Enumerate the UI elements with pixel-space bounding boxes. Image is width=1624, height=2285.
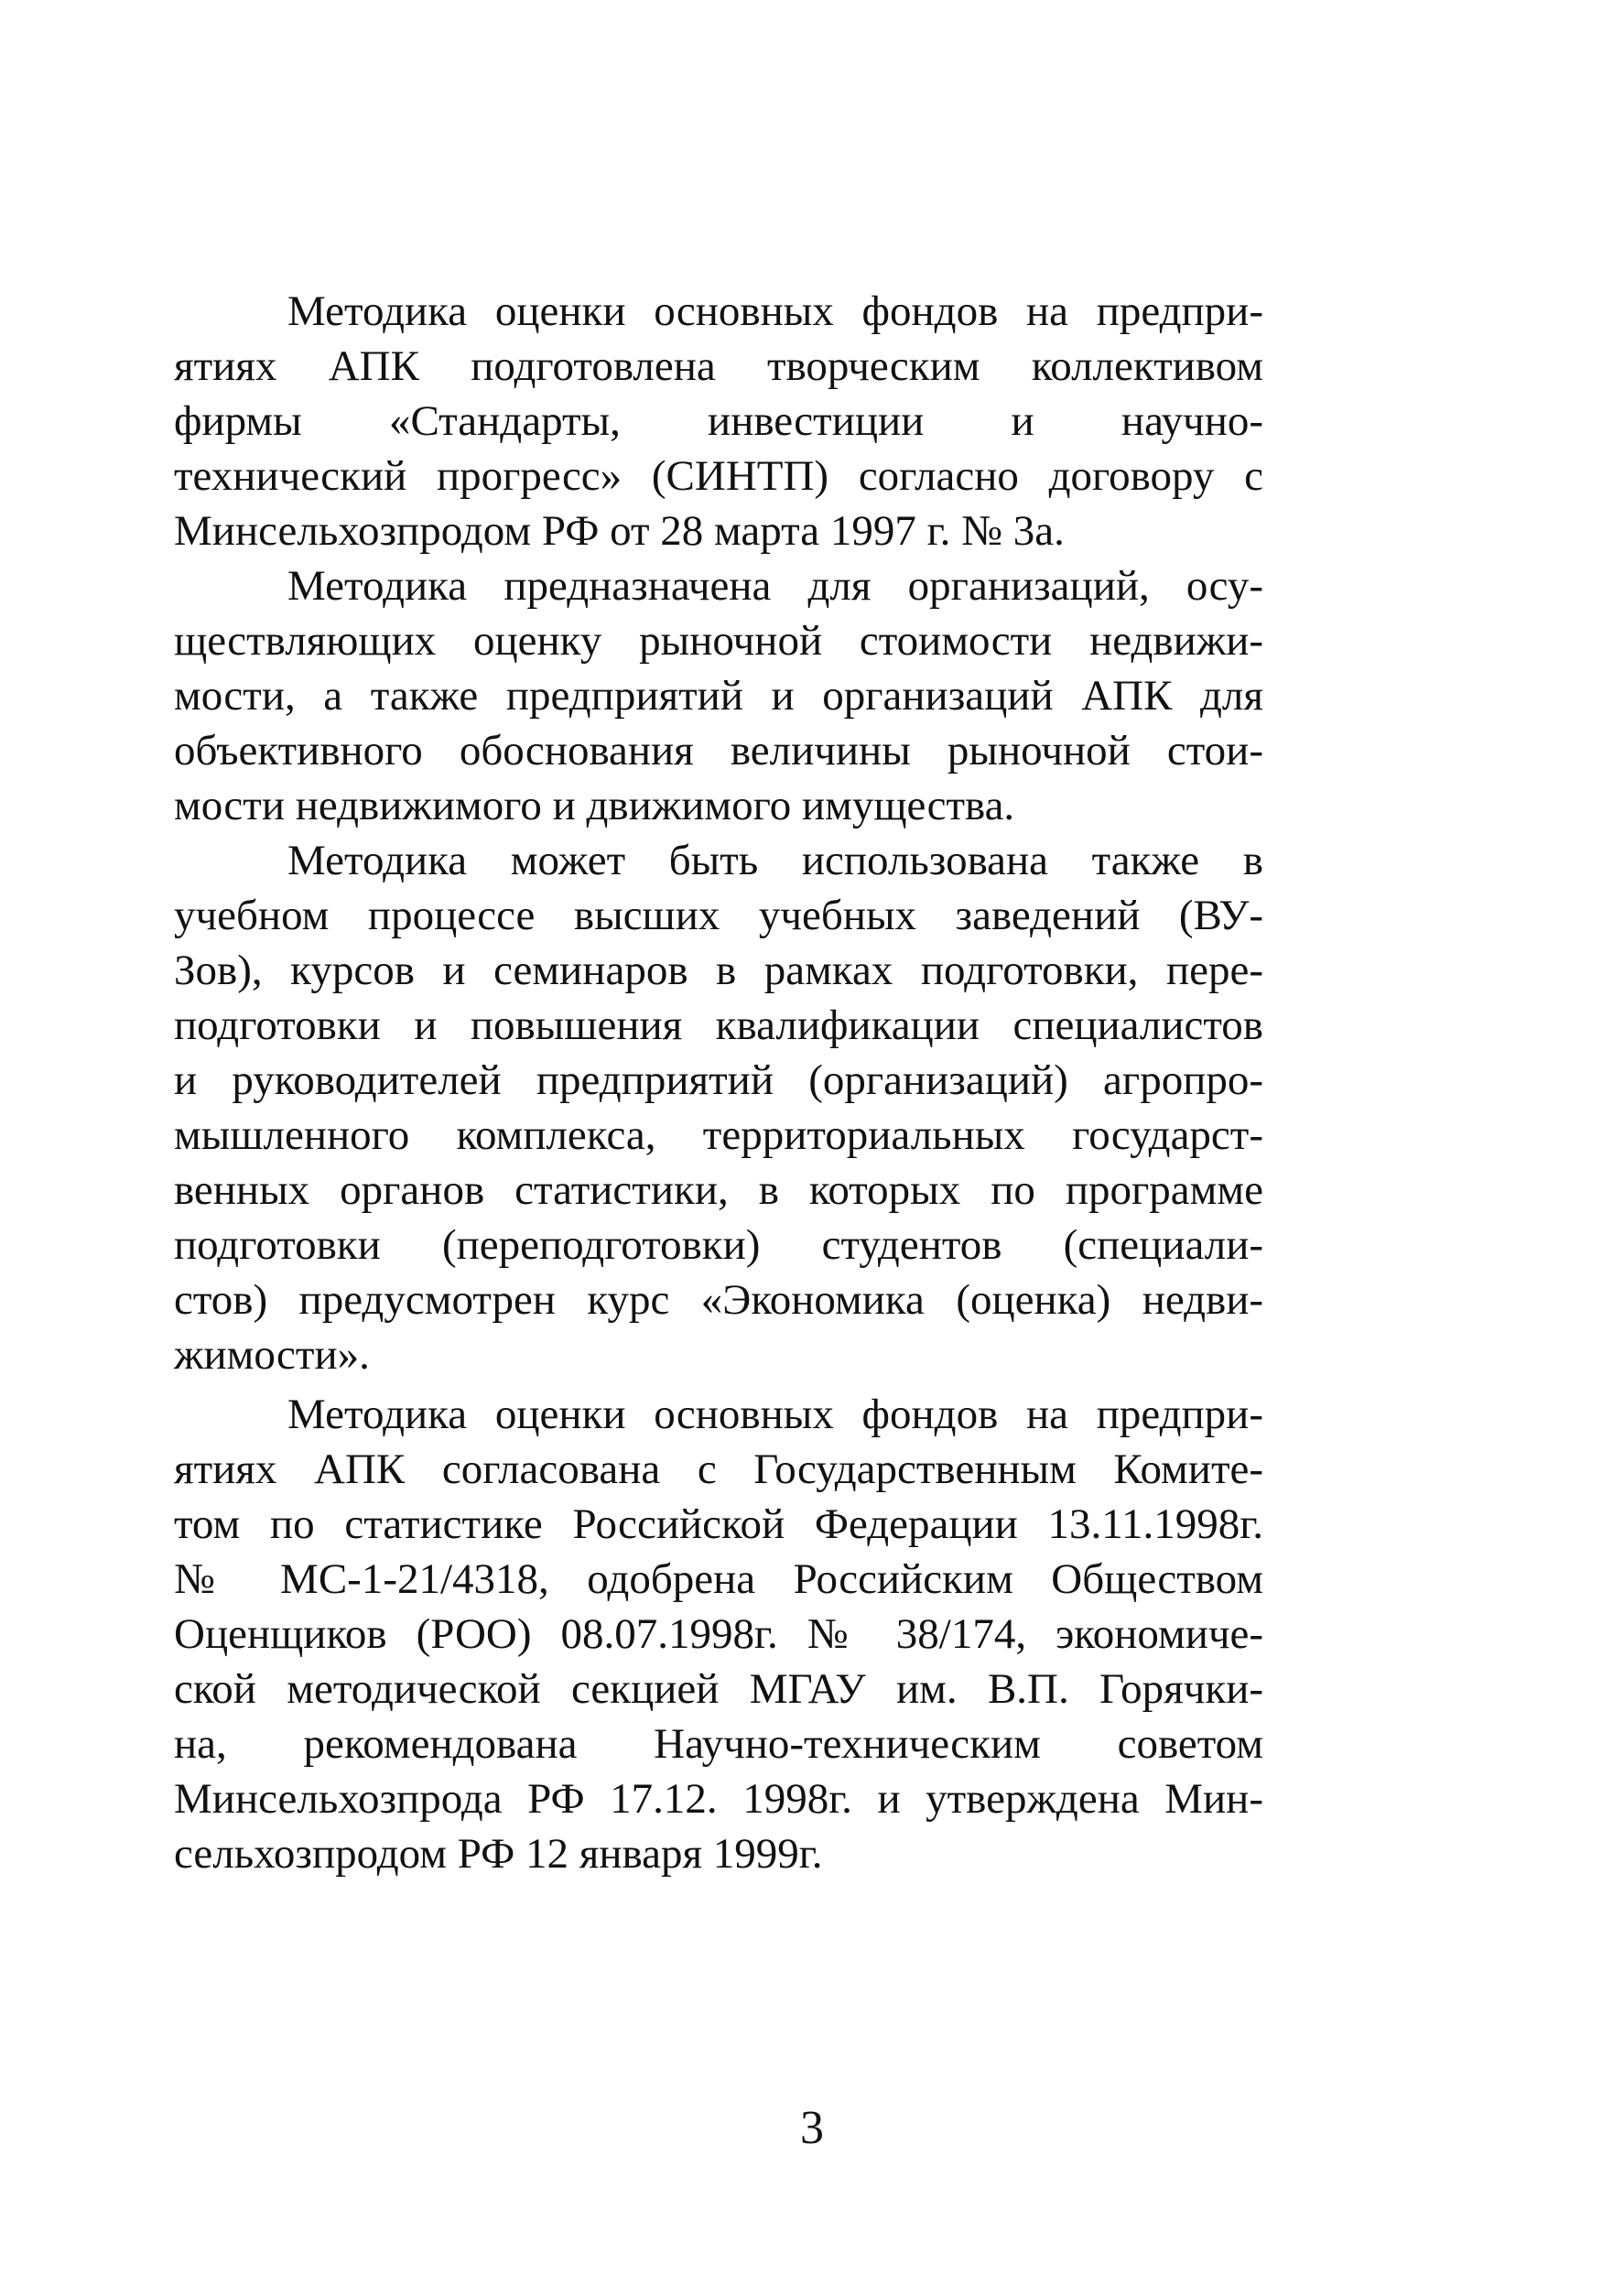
text-line: Методика может быть использована также в: [287, 837, 1263, 884]
text-line: Минсельхозпрода РФ 17.12. 1998г. и утверждена Мин-: [174, 1775, 1263, 1823]
text-line: Методика предназначена для организаций, осу-: [287, 562, 1263, 610]
text-line: ществляющих оценку рыночной стоимости недвижи-: [174, 617, 1263, 665]
text-line: объективного обоснования величины рыночной стои-: [174, 727, 1263, 774]
text-line: ской методической секцией МГАУ им. В.П. Горячки-: [174, 1665, 1263, 1713]
text-line: сельхозпродом РФ 12 января 1999г.: [174, 1830, 823, 1878]
text-line: жимости».: [174, 1331, 370, 1379]
text-line: ятиях АПК согласована с Государственным Комите-: [174, 1446, 1263, 1493]
text-line: подготовки (переподготовки) студентов (специали-: [174, 1221, 1263, 1269]
page-number: 3: [800, 2102, 824, 2154]
text-line: и руководителей предприятий (организаций) агропро-: [174, 1056, 1263, 1104]
text-line: на, рекомендована Научно-техническим советом: [174, 1720, 1263, 1768]
text-line: № МС-1-21/4318, одобрена Российским Обществом: [174, 1555, 1263, 1603]
text-line: стов) предусмотрен курс «Экономика (оценка) недви-: [174, 1276, 1263, 1324]
text-line: подготовки и повышения квалификации специалистов: [174, 1002, 1263, 1049]
text-line: технический прогресс» (СИНТП) согласно договору с: [174, 452, 1263, 500]
text-line: мости недвижимого и движимого имущества.: [174, 782, 1015, 829]
text-line: Методика оценки основных фондов на предпри-: [287, 1391, 1263, 1438]
text-line: Минсельхозпродом РФ от 28 марта 1997 г. № 3а.: [174, 507, 1065, 555]
text-line: Оценщиков (РОО) 08.07.1998г. № 38/174, экономиче-: [174, 1610, 1263, 1658]
text-line: венных органов статистики, в которых по программе: [174, 1166, 1263, 1214]
text-line: фирмы «Стандарты, инвестиции и научно-: [174, 397, 1263, 445]
text-line: том по статистике Российской Федерации 13.11.1998г.: [174, 1500, 1263, 1548]
text-line: Зов), курсов и семинаров в рамках подготовки, пере-: [174, 947, 1263, 994]
text-line: мышленного комплекса, территориальных государст-: [174, 1111, 1263, 1159]
text-line: Методика оценки основных фондов на предпри-: [287, 287, 1263, 335]
text-line: мости, а также предприятий и организаций АПК для: [174, 672, 1263, 720]
text-line: ятиях АПК подготовлена творческим коллективом: [174, 342, 1263, 390]
text-line: учебном процессе высших учебных заведений (ВУ-: [174, 892, 1263, 939]
